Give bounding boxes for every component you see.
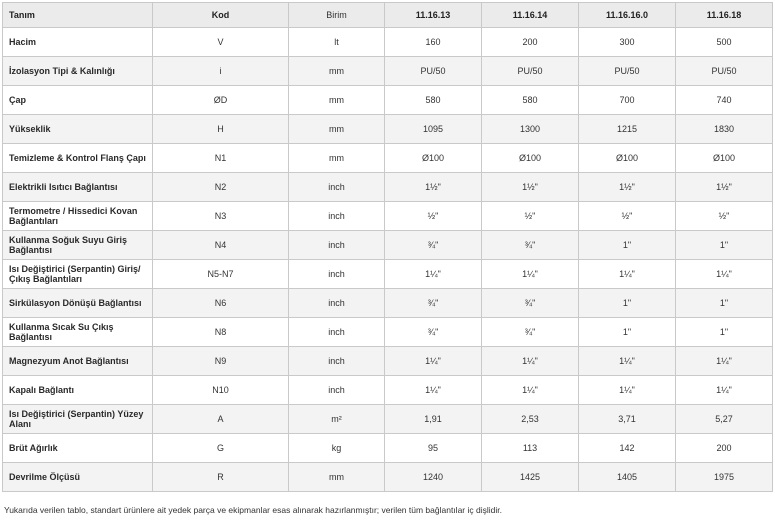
row-value: 3,71 (579, 405, 676, 434)
row-code: H (153, 115, 289, 144)
row-code: N10 (153, 376, 289, 405)
row-name: Hacim (3, 28, 153, 57)
row-unit: inch (289, 260, 385, 289)
row-value: ¾" (482, 318, 579, 347)
header-model: 11.16.18 (676, 3, 773, 28)
footnote: Yukarıda verilen tablo, standart ürünlere ait yedek parça ve ekipmanlar esas alınarak hazırlanmıştır; verilen tüm bağlantılar iç dişlidir. (4, 505, 502, 515)
row-value: PU/50 (385, 57, 482, 86)
row-name: Kapalı Bağlantı (3, 376, 153, 405)
row-unit: inch (289, 318, 385, 347)
row-value: 1¼" (385, 260, 482, 289)
row-unit: kg (289, 434, 385, 463)
table-row (3, 57, 773, 86)
row-value: 1" (676, 289, 773, 318)
row-value: 1405 (579, 463, 676, 492)
row-code: N8 (153, 318, 289, 347)
table-row (3, 376, 773, 405)
row-name: Isı Değiştirici (Serpantin) Yüzey Alanı (3, 405, 153, 434)
header-unit: Birim (289, 3, 385, 28)
row-value: 1425 (482, 463, 579, 492)
row-value: 700 (579, 86, 676, 115)
row-unit: mm (289, 57, 385, 86)
table-body (3, 28, 773, 492)
row-code: N2 (153, 173, 289, 202)
row-unit: inch (289, 289, 385, 318)
row-value: 200 (482, 28, 579, 57)
row-value: 1¼" (385, 376, 482, 405)
row-value: 1" (676, 318, 773, 347)
row-unit: inch (289, 173, 385, 202)
row-unit: inch (289, 202, 385, 231)
row-value: 200 (676, 434, 773, 463)
row-name: Yükseklik (3, 115, 153, 144)
row-name: Isı Değiştirici (Serpantin) Giriş/Çıkış Bağlantıları (3, 260, 153, 289)
row-code: N3 (153, 202, 289, 231)
row-value: 2,53 (482, 405, 579, 434)
table-row (3, 173, 773, 202)
row-value: ¾" (482, 289, 579, 318)
row-value: 500 (676, 28, 773, 57)
row-value: 1240 (385, 463, 482, 492)
row-name: Termometre / Hissedici Kovan Bağlantıları (3, 202, 153, 231)
table-row (3, 202, 773, 231)
row-unit: mm (289, 144, 385, 173)
row-value: 5,27 (676, 405, 773, 434)
table-row (3, 115, 773, 144)
header-code: Kod (153, 3, 289, 28)
row-name: Çap (3, 86, 153, 115)
row-name: Kullanma Sıcak Su Çıkış Bağlantısı (3, 318, 153, 347)
row-value: 1¼" (676, 376, 773, 405)
row-value: Ø100 (385, 144, 482, 173)
row-value: 300 (579, 28, 676, 57)
row-unit: mm (289, 463, 385, 492)
row-code: R (153, 463, 289, 492)
row-value: 1¼" (676, 260, 773, 289)
row-code: V (153, 28, 289, 57)
row-value: 1" (579, 231, 676, 260)
row-value: PU/50 (482, 57, 579, 86)
row-value: Ø100 (676, 144, 773, 173)
row-value: 1" (676, 231, 773, 260)
row-value: 1¼" (482, 347, 579, 376)
row-code: N4 (153, 231, 289, 260)
row-value: 160 (385, 28, 482, 57)
row-unit: mm (289, 115, 385, 144)
row-value: 95 (385, 434, 482, 463)
row-value: ¾" (385, 231, 482, 260)
row-unit: lt (289, 28, 385, 57)
table-row (3, 260, 773, 289)
header-model: 11.16.14 (482, 3, 579, 28)
row-value: ½" (385, 202, 482, 231)
header-model: 11.16.16.0 (579, 3, 676, 28)
row-unit: inch (289, 231, 385, 260)
row-value: 113 (482, 434, 579, 463)
row-value: 1¼" (579, 260, 676, 289)
table-row (3, 231, 773, 260)
row-value: 1½" (676, 173, 773, 202)
table-row (3, 86, 773, 115)
header-model: 11.16.13 (385, 3, 482, 28)
row-value: 1,91 (385, 405, 482, 434)
row-value: 1½" (579, 173, 676, 202)
row-value: ¾" (385, 318, 482, 347)
row-value: 1¼" (579, 347, 676, 376)
table-row (3, 434, 773, 463)
row-value: 1300 (482, 115, 579, 144)
row-value: ½" (676, 202, 773, 231)
header-name: Tanım (3, 3, 153, 28)
row-value: 1215 (579, 115, 676, 144)
row-name: Magnezyum Anot Bağlantısı (3, 347, 153, 376)
row-value: ½" (579, 202, 676, 231)
row-value: 1¼" (676, 347, 773, 376)
row-value: 580 (385, 86, 482, 115)
table-row (3, 28, 773, 57)
table-row (3, 318, 773, 347)
row-name: Kullanma Soğuk Suyu Giriş Bağlantısı (3, 231, 153, 260)
row-code: ØD (153, 86, 289, 115)
row-code: N6 (153, 289, 289, 318)
row-value: 1095 (385, 115, 482, 144)
row-value: 1975 (676, 463, 773, 492)
row-name: Devrilme Ölçüsü (3, 463, 153, 492)
table-row (3, 405, 773, 434)
row-value: PU/50 (579, 57, 676, 86)
row-value: ¾" (482, 231, 579, 260)
row-name: Temizleme & Kontrol Flanş Çapı (3, 144, 153, 173)
row-unit: m² (289, 405, 385, 434)
row-code: i (153, 57, 289, 86)
table-row (3, 144, 773, 173)
row-value: Ø100 (482, 144, 579, 173)
row-code: N9 (153, 347, 289, 376)
row-code: N5-N7 (153, 260, 289, 289)
row-name: Brüt Ağırlık (3, 434, 153, 463)
row-code: N1 (153, 144, 289, 173)
row-unit: inch (289, 376, 385, 405)
row-value: PU/50 (676, 57, 773, 86)
row-value: 1½" (482, 173, 579, 202)
row-value: 740 (676, 86, 773, 115)
row-value: Ø100 (579, 144, 676, 173)
row-value: 1¼" (482, 260, 579, 289)
row-code: G (153, 434, 289, 463)
row-value: 1" (579, 318, 676, 347)
row-value: 1¼" (385, 347, 482, 376)
row-value: 1830 (676, 115, 773, 144)
row-name: Sirkülasyon Dönüşü Bağlantısı (3, 289, 153, 318)
row-value: 1¼" (482, 376, 579, 405)
spec-table (2, 2, 773, 492)
table-row (3, 289, 773, 318)
row-value: 580 (482, 86, 579, 115)
table-row (3, 347, 773, 376)
row-value: ¾" (385, 289, 482, 318)
row-value: 1½" (385, 173, 482, 202)
row-value: ½" (482, 202, 579, 231)
header-row (3, 3, 773, 28)
row-name: İzolasyon Tipi & Kalınlığı (3, 57, 153, 86)
row-name: Elektrikli Isıtıcı Bağlantısı (3, 173, 153, 202)
table-row (3, 463, 773, 492)
row-value: 1¼" (579, 376, 676, 405)
row-value: 1" (579, 289, 676, 318)
row-value: 142 (579, 434, 676, 463)
row-code: A (153, 405, 289, 434)
row-unit: mm (289, 86, 385, 115)
row-unit: inch (289, 347, 385, 376)
